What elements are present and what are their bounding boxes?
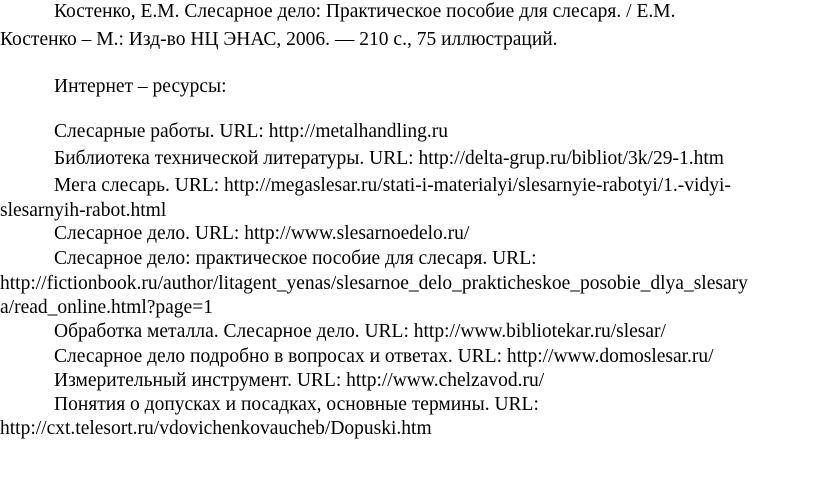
resource-item-bibliotekar: Обработка металла. Слесарное дело. URL: http://www.bibliotekar.ru/slesar/	[54, 321, 666, 342]
citation-line-2: Костенко – М.: Изд-во НЦ ЭНАС, 2006. ― 210 с., 75 иллюстраций.	[0, 29, 558, 50]
resource-item-fictionbook-cont-2: a/read_online.html?page=1	[0, 297, 213, 318]
section-heading: Интернет – ресурсы:	[54, 76, 227, 97]
resource-item-telesort: Понятия о допусках и посадках, основные термины. URL:	[54, 394, 539, 415]
resource-item-megaslesar-cont: slesarnyih-rabot.html	[0, 200, 167, 221]
resource-item-chelzavod: Измерительный инструмент. URL: http://www.chelzavod.ru/	[54, 370, 545, 391]
citation-line-1: Костенко, Е.М. Слесарное дело: Практическое пособие для слесаря. / Е.М.	[54, 1, 676, 22]
resource-item-metalhandling: Слесарные работы. URL: http://metalhandling.ru	[54, 121, 448, 142]
resource-item-fictionbook: Слесарное дело: практическое пособие для слесаря. URL:	[54, 248, 537, 269]
resource-item-domoslesar: Слесарное дело подробно в вопросах и ответах. URL: http://www.domoslesar.ru/	[54, 346, 714, 367]
resource-item-telesort-cont: http://cxt.telesort.ru/vdovichenkovaucheb/Dopuski.htm	[0, 418, 432, 439]
resource-item-delta-grup: Библиотека технической литературы. URL: http://delta-grup.ru/bibliot/3k/29-1.htm	[54, 148, 724, 169]
resource-item-fictionbook-cont-1: http://fictionbook.ru/author/litagent_yenas/slesarnoe_delo_prakticheskoe_posobie_dlya_slesary	[0, 273, 748, 294]
resource-item-megaslesar: Мега слесарь. URL: http://megaslesar.ru/stati-i-materialyi/slesarnyie-rabotyi/1.-vidyi-	[54, 175, 731, 196]
resource-item-slesarnoedelo: Слесарное дело. URL: http://www.slesarnoedelo.ru/	[54, 223, 470, 244]
